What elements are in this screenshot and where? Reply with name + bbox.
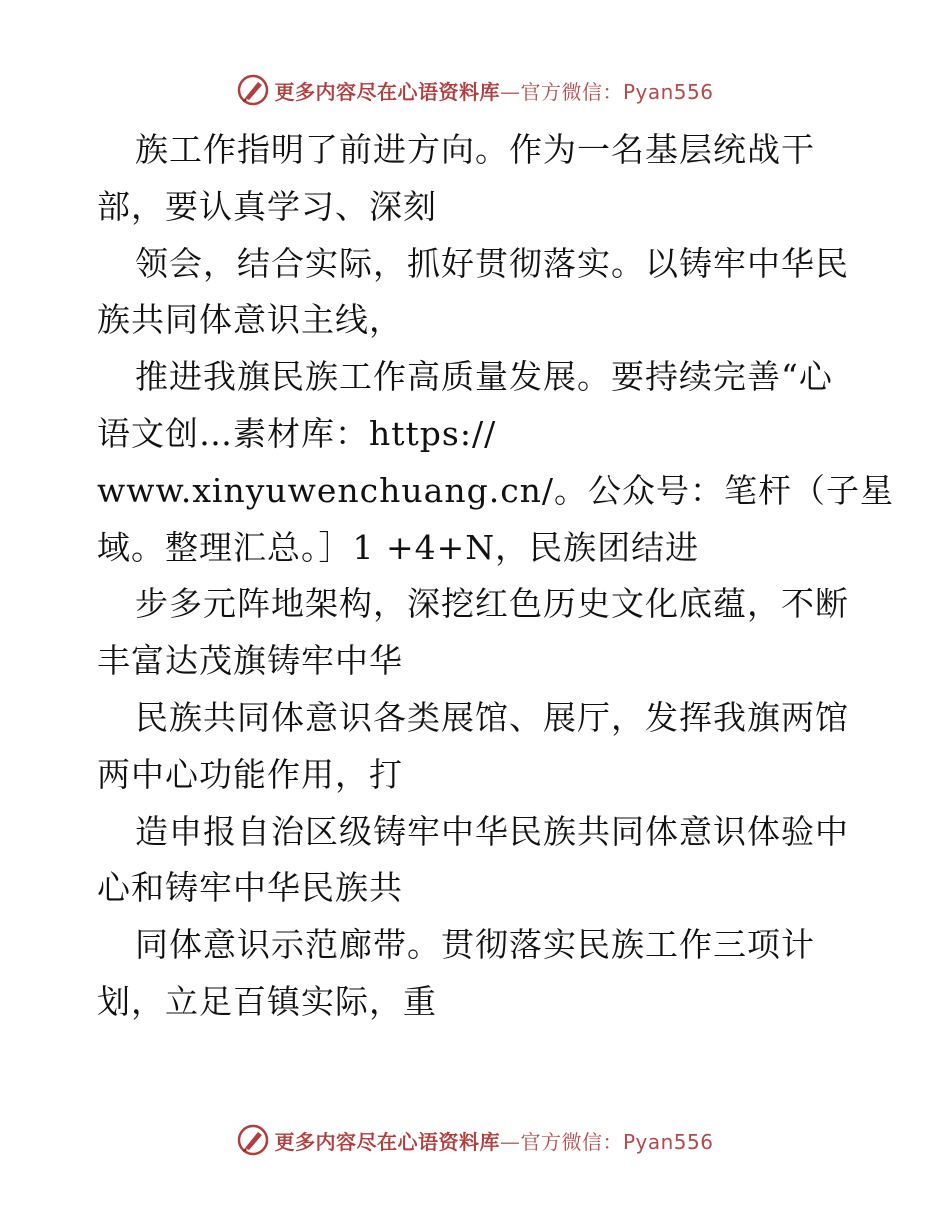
body-line: www.xinyuwenchuang.cn/。公众号：笔杆（子星 bbox=[97, 470, 895, 510]
footer-banner bbox=[0, 1120, 950, 1160]
body-line: 民族共同体意识各类展馆、展厅，发挥我旗两馆 bbox=[135, 697, 849, 737]
body-line: 两中心功能作用，打 bbox=[97, 754, 403, 794]
document-body bbox=[97, 122, 895, 1031]
body-line: 族工作指明了前进方向。作为一名基层统战干 bbox=[135, 130, 815, 169]
banner-wechat: 官方微信：Pyan556 bbox=[520, 1129, 714, 1154]
body-line: 划，立足百镇实际，重 bbox=[97, 981, 437, 1021]
body-line: 步多元阵地架构，深挖红色历史文化底蕴，不断 bbox=[135, 584, 849, 624]
quill-logo-icon bbox=[236, 73, 270, 107]
body-line: 部，要认真学习、深刻 bbox=[97, 186, 437, 226]
body-line: 族共同体意识主线， bbox=[97, 300, 403, 340]
body-line: 语文创…素材库：https:// bbox=[97, 413, 497, 453]
banner-separator: — bbox=[499, 79, 521, 104]
body-line: 同体意识示范廊带。贯彻落实民族工作三项计 bbox=[135, 925, 815, 965]
banner-title: 更多内容尽在心语资料库 bbox=[274, 1129, 500, 1154]
banner-title: 更多内容尽在心语资料库 bbox=[274, 79, 500, 104]
quill-logo-icon bbox=[236, 1123, 270, 1157]
body-line: 域。整理汇总。］1 +4+N，民族团结进 bbox=[97, 527, 700, 567]
banner-wechat: 官方微信：Pyan556 bbox=[520, 79, 714, 104]
banner-separator: — bbox=[499, 1129, 521, 1154]
body-line: 丰富达茂旗铸牢中华 bbox=[97, 641, 403, 681]
body-line: 造申报自治区级铸牢中华民族共同体意识体验中 bbox=[135, 811, 849, 851]
body-line: 领会，结合实际，抓好贯彻落实。以铸牢中华民 bbox=[135, 243, 849, 283]
body-line: 心和铸牢中华民族共 bbox=[97, 868, 403, 908]
body-line: 推进我旗民族工作高质量发展。要持续完善“心 bbox=[135, 357, 833, 397]
header-banner bbox=[0, 70, 950, 110]
